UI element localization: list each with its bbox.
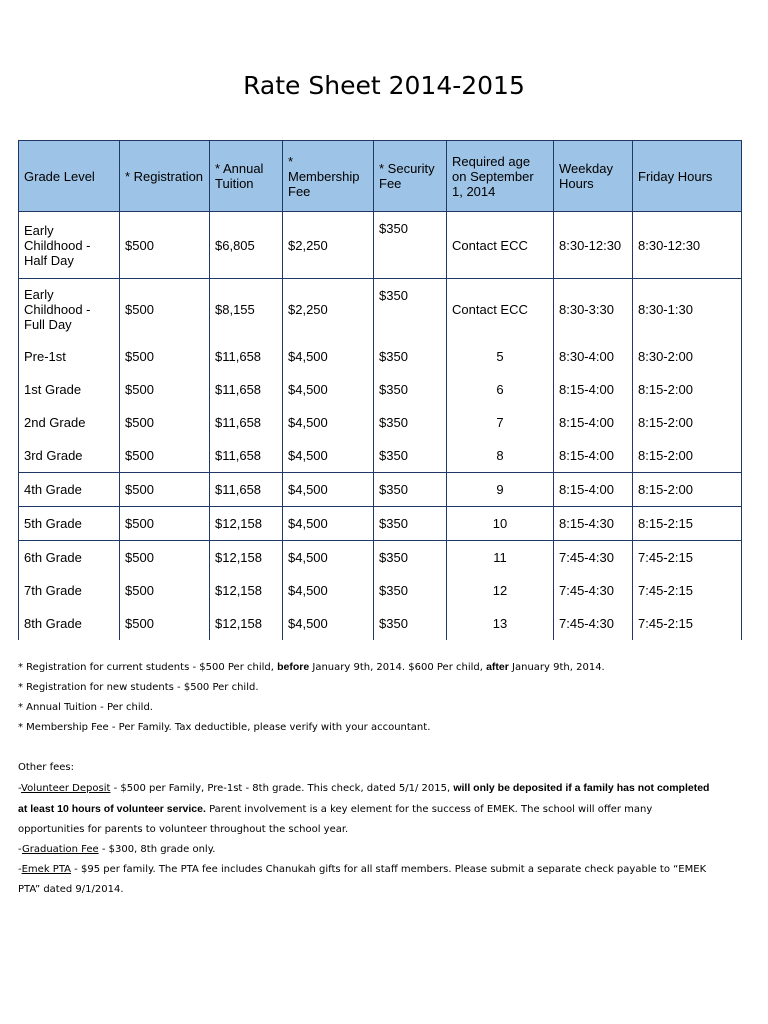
table-row xyxy=(19,406,742,439)
header-security-fee: * Security Fee xyxy=(374,141,447,212)
cell-security: $350 xyxy=(374,507,447,541)
cell-friday: 8:30-2:00 xyxy=(633,340,742,373)
cell-friday: 8:15-2:00 xyxy=(633,406,742,439)
cell-registration: $500 xyxy=(120,373,210,406)
table-row xyxy=(19,473,742,507)
cell-tuition: $12,158 xyxy=(210,574,283,607)
cell-age: 12 xyxy=(447,574,554,607)
cell-age: 8 xyxy=(447,439,554,473)
cell-friday: 8:15-2:15 xyxy=(633,507,742,541)
cell-weekday: 8:15-4:30 xyxy=(554,507,633,541)
cell-grade: 6th Grade xyxy=(19,541,120,575)
cell-friday: 8:30-1:30 xyxy=(633,279,742,341)
other-fees-heading: Other fees: xyxy=(18,762,74,773)
note-registration-current: * Registration for current students - $500 Per child, before January 9th, 2014. $600 Per child, after January 9th, 2014. xyxy=(18,661,605,673)
cell-friday: 8:15-2:00 xyxy=(633,373,742,406)
table-row xyxy=(19,607,742,640)
cell-security: $350 xyxy=(374,473,447,507)
cell-weekday: 8:15-4:00 xyxy=(554,473,633,507)
header-friday-hours: Friday Hours xyxy=(633,141,742,212)
cell-security: $350 xyxy=(374,406,447,439)
cell-age: Contact ECC xyxy=(447,212,554,279)
cell-tuition: $11,658 xyxy=(210,340,283,373)
header-grade-level: Grade Level xyxy=(19,141,120,212)
table-row xyxy=(19,507,742,541)
cell-weekday: 8:15-4:00 xyxy=(554,373,633,406)
cell-tuition: $12,158 xyxy=(210,607,283,640)
cell-age: 6 xyxy=(447,373,554,406)
cell-registration: $500 xyxy=(120,507,210,541)
cell-security: $350 xyxy=(374,607,447,640)
note-registration-new: * Registration for new students - $500 Per child. xyxy=(18,682,259,693)
cell-membership: $4,500 xyxy=(283,507,374,541)
page-title: Rate Sheet 2014-2015 xyxy=(243,70,525,100)
cell-tuition: $12,158 xyxy=(210,541,283,575)
cell-grade: 3rd Grade xyxy=(19,439,120,473)
cell-membership: $4,500 xyxy=(283,607,374,640)
table-row xyxy=(19,340,742,373)
cell-security: $350 xyxy=(374,541,447,575)
table-row xyxy=(19,541,742,575)
cell-registration: $500 xyxy=(120,574,210,607)
cell-tuition: $11,658 xyxy=(210,406,283,439)
header-weekday-hours: Weekday Hours xyxy=(554,141,633,212)
cell-age: 5 xyxy=(447,340,554,373)
cell-membership: $4,500 xyxy=(283,574,374,607)
cell-weekday: 8:30-12:30 xyxy=(554,212,633,279)
cell-registration: $500 xyxy=(120,340,210,373)
cell-age: 9 xyxy=(447,473,554,507)
cell-weekday: 7:45-4:30 xyxy=(554,574,633,607)
cell-grade: 5th Grade xyxy=(19,507,120,541)
cell-membership: $4,500 xyxy=(283,541,374,575)
cell-registration: $500 xyxy=(120,439,210,473)
cell-registration: $500 xyxy=(120,212,210,279)
cell-friday: 7:45-2:15 xyxy=(633,607,742,640)
cell-tuition: $11,658 xyxy=(210,473,283,507)
cell-friday: 7:45-2:15 xyxy=(633,574,742,607)
fee-notes xyxy=(18,657,718,900)
cell-registration: $500 xyxy=(120,473,210,507)
note-membership-fee: * Membership Fee - Per Family. Tax deductible, please verify with your accountant. xyxy=(18,722,431,733)
cell-grade: 8th Grade xyxy=(19,607,120,640)
cell-grade: 7th Grade xyxy=(19,574,120,607)
note-volunteer-deposit: -Volunteer Deposit - $500 per Family, Pre-1st - 8th grade. This check, dated 5/1/ 2015, will only be deposited if a family has not completed at least 10 hours of volunteer service. Parent involvement is a key element for the success of EMEK. The school will offer many opportunities for parents to volunteer throughout the school year. xyxy=(18,782,710,835)
cell-friday: 8:30-12:30 xyxy=(633,212,742,279)
cell-tuition: $11,658 xyxy=(210,439,283,473)
table-row xyxy=(19,279,742,341)
cell-security: $350 xyxy=(374,439,447,473)
table-row xyxy=(19,439,742,473)
cell-friday: 7:45-2:15 xyxy=(633,541,742,575)
cell-registration: $500 xyxy=(120,406,210,439)
note-emek-pta: -Emek PTA - $95 per family. The PTA fee includes Chanukah gifts for all staff members. Please submit a separate check payable to “EMEK PTA” dated 9/1/2014. xyxy=(18,864,707,895)
note-annual-tuition: * Annual Tuition - Per child. xyxy=(18,702,153,713)
cell-age: 10 xyxy=(447,507,554,541)
header-required-age: Required age on September 1, 2014 xyxy=(447,141,554,212)
cell-weekday: 8:15-4:00 xyxy=(554,406,633,439)
cell-tuition: $8,155 xyxy=(210,279,283,341)
header-annual-tuition: * Annual Tuition xyxy=(210,141,283,212)
cell-grade: Early Childhood - Half Day xyxy=(19,212,120,279)
table-row xyxy=(19,574,742,607)
cell-membership: $2,250 xyxy=(283,279,374,341)
cell-membership: $2,250 xyxy=(283,212,374,279)
cell-security: $350 xyxy=(374,340,447,373)
cell-grade: 1st Grade xyxy=(19,373,120,406)
note-graduation-fee: -Graduation Fee - $300, 8th grade only. xyxy=(18,844,216,855)
cell-security: $350 xyxy=(374,574,447,607)
cell-weekday: 7:45-4:30 xyxy=(554,607,633,640)
cell-registration: $500 xyxy=(120,541,210,575)
cell-grade: 4th Grade xyxy=(19,473,120,507)
cell-tuition: $11,658 xyxy=(210,373,283,406)
table-row xyxy=(19,373,742,406)
cell-weekday: 8:30-4:00 xyxy=(554,340,633,373)
cell-membership: $4,500 xyxy=(283,340,374,373)
table-header-row xyxy=(19,141,742,212)
cell-age: 11 xyxy=(447,541,554,575)
cell-membership: $4,500 xyxy=(283,473,374,507)
cell-membership: $4,500 xyxy=(283,439,374,473)
header-membership-fee: * Membership Fee xyxy=(283,141,374,212)
cell-tuition: $12,158 xyxy=(210,507,283,541)
cell-membership: $4,500 xyxy=(283,406,374,439)
cell-age: Contact ECC xyxy=(447,279,554,341)
cell-grade: Pre-1st xyxy=(19,340,120,373)
cell-security: $350 xyxy=(374,373,447,406)
cell-grade: 2nd Grade xyxy=(19,406,120,439)
cell-weekday: 8:30-3:30 xyxy=(554,279,633,341)
header-registration: * Registration xyxy=(120,141,210,212)
cell-friday: 8:15-2:00 xyxy=(633,439,742,473)
cell-age: 7 xyxy=(447,406,554,439)
cell-security: $350 xyxy=(374,279,447,341)
cell-security: $350 xyxy=(374,212,447,279)
cell-membership: $4,500 xyxy=(283,373,374,406)
rate-table xyxy=(18,140,742,640)
cell-registration: $500 xyxy=(120,607,210,640)
cell-weekday: 7:45-4:30 xyxy=(554,541,633,575)
cell-registration: $500 xyxy=(120,279,210,341)
cell-grade: Early Childhood - Full Day xyxy=(19,279,120,341)
cell-weekday: 8:15-4:00 xyxy=(554,439,633,473)
cell-age: 13 xyxy=(447,607,554,640)
cell-friday: 8:15-2:00 xyxy=(633,473,742,507)
cell-tuition: $6,805 xyxy=(210,212,283,279)
table-row xyxy=(19,212,742,279)
